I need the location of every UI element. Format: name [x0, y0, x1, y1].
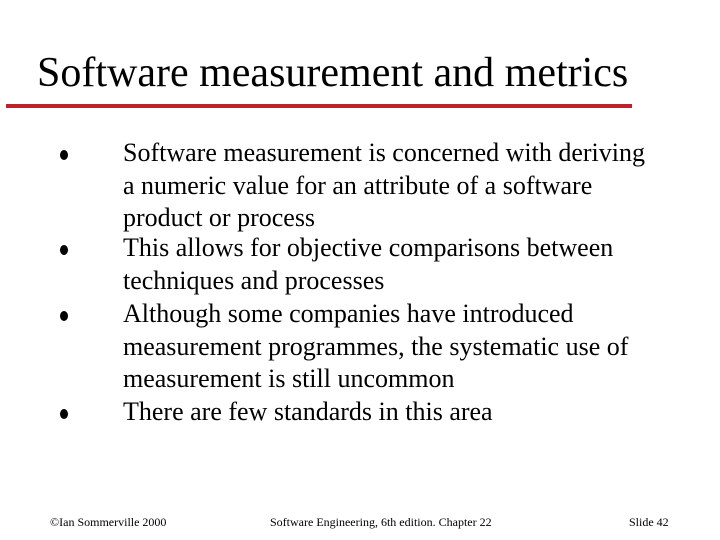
slide-title: Software measurement and metrics	[37, 50, 629, 96]
bullet-line: There are few standards in this area	[123, 397, 493, 426]
title-underline	[6, 104, 632, 108]
bullet-line: product or process	[123, 203, 316, 232]
bullet-line: Although some companies have introduced	[123, 299, 574, 328]
footer-book-title: Software Engineering, 6th edition. Chapter 22	[270, 515, 492, 529]
bullet-text	[123, 232, 703, 297]
bullet-line: a numeric value for an attribute of a software	[123, 170, 593, 200]
bullet-icon	[60, 311, 68, 321]
footer-slide-number: Slide 42	[629, 515, 669, 529]
bullet-line: This allows for objective comparisons between	[123, 233, 614, 262]
bullet-line: measurement programmes, the systematic use of	[123, 331, 629, 361]
footer-copyright: ©Ian Sommerville 2000	[50, 515, 167, 529]
bullet-text	[123, 298, 703, 396]
bullet-line: techniques and processes	[123, 265, 385, 295]
bullet-icon	[60, 245, 68, 255]
bullet-line: measurement is still uncommon	[123, 364, 455, 393]
bullet-text	[123, 137, 703, 235]
bullet-icon	[60, 409, 68, 419]
bullet-text	[123, 396, 703, 429]
bullet-icon	[60, 150, 68, 160]
bullet-line: Software measurement is concerned with deriving	[123, 138, 645, 167]
